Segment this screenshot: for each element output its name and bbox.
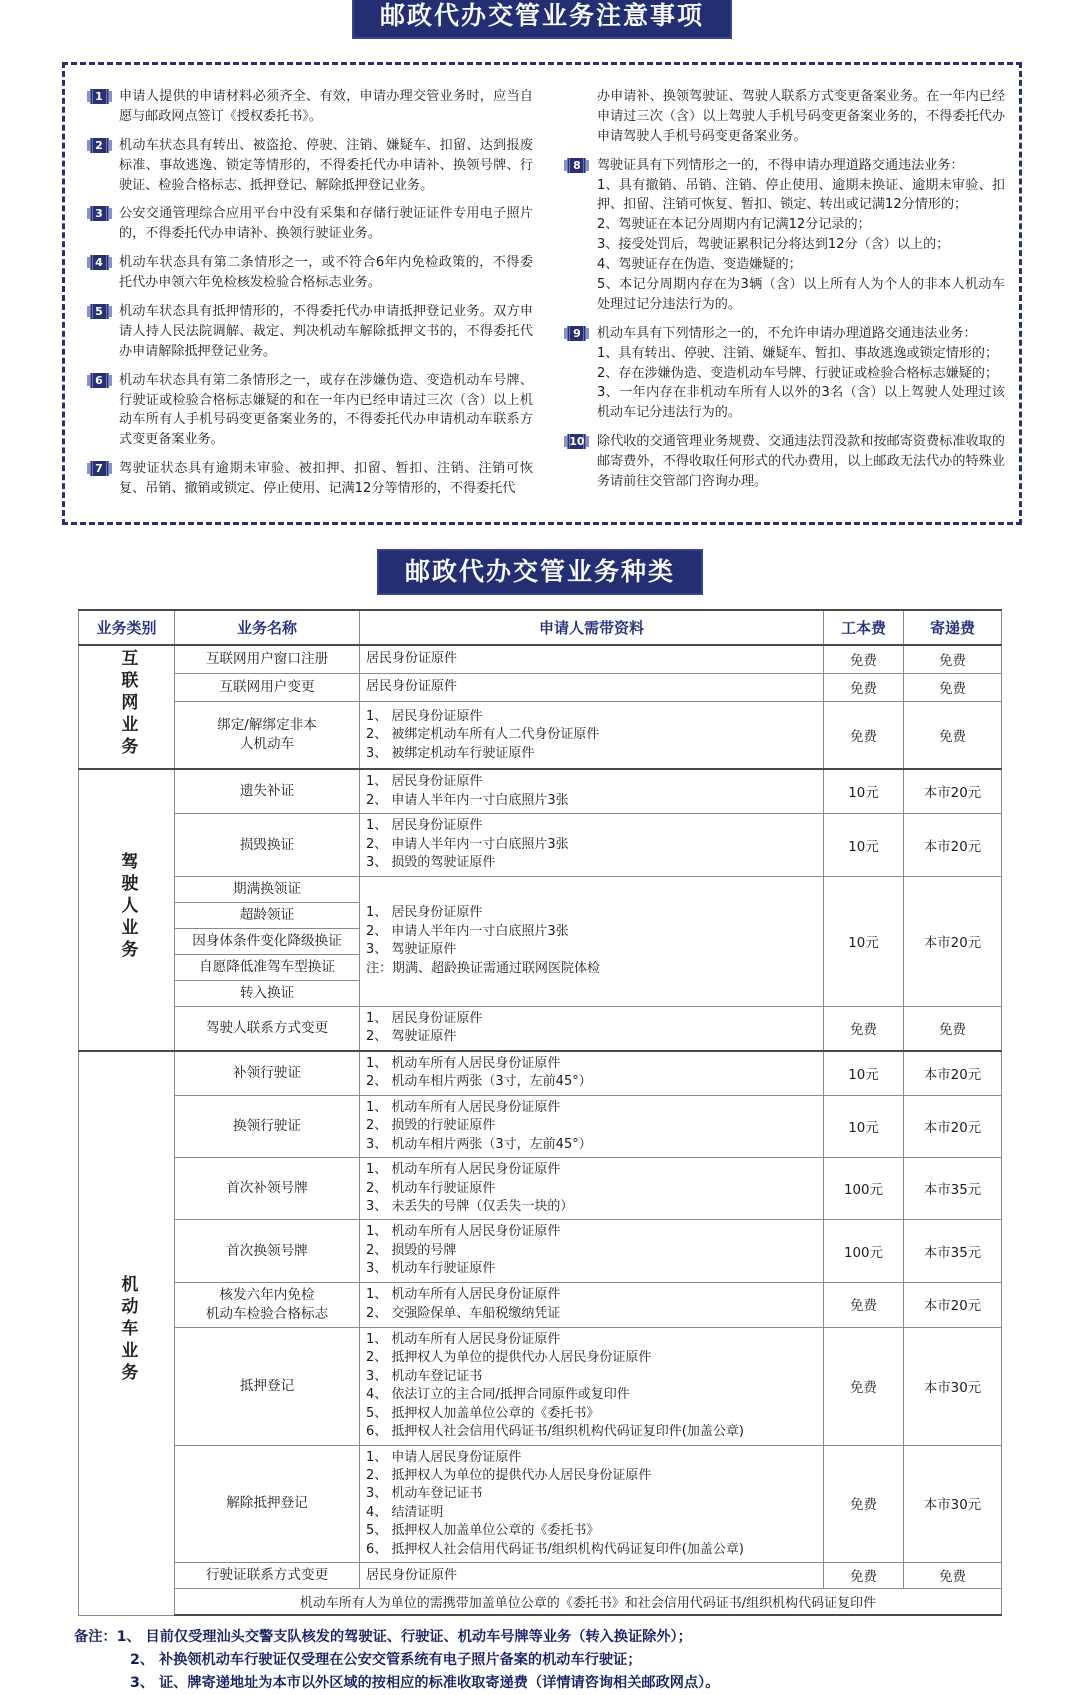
cell-delivery-fee: 本市20元: [904, 876, 1002, 1006]
document-line: 2、 损毁的行驶证原件: [366, 1118, 496, 1134]
table-row: [79, 1006, 1002, 1050]
document-line: 2、 申请人半年内一寸白底照片3张: [366, 836, 569, 852]
document-line: 3、 机动车登记证书: [366, 1486, 483, 1502]
cell-delivery-fee: 本市35元: [904, 1158, 1002, 1220]
table-row: [79, 1095, 1002, 1157]
document-line: 1、 机动车所有人居民身份证原件: [366, 1055, 561, 1071]
notice-item-text: [597, 432, 1005, 492]
cell-required-documents: [360, 1563, 824, 1589]
document-line: 2、 抵押权人为单位的提供代办人居民身份证原件: [366, 1468, 652, 1484]
notice-item-text: 公安交通管理综合应用平台中没有采集和存储行驶证证件专用电子照片的，不得委托代办申请补、换领行驶证业务。: [119, 206, 533, 242]
notice-subitem: 5、本记分周期内存在为3辆（含）以上所有人为个人的非本人机动车处理过记分违法行为的。: [596, 277, 1005, 312]
table-header-cell-1: 业务名称: [175, 610, 360, 645]
notice-number-badge-wrap: [557, 156, 597, 173]
notice-item: [79, 136, 533, 196]
notice-number-badge: 6: [90, 373, 109, 388]
table-row: [79, 674, 1002, 702]
cell-delivery-fee: 免费: [904, 1563, 1002, 1589]
notice-number-badge-wrap: [79, 87, 119, 104]
notice-number-badge-wrap: [79, 459, 119, 476]
notice-column-left: [79, 87, 533, 508]
table-header-cell-0: 业务类别: [79, 610, 175, 645]
notice-number-badge: 2: [90, 138, 109, 153]
cell-required-documents: [360, 1051, 824, 1095]
business-types-table: [78, 609, 1002, 1616]
cell-required-documents: [360, 645, 824, 674]
cell-required-documents: [360, 814, 824, 876]
notice-number-badge-wrap: [79, 302, 119, 319]
cell-business-name: 互联网用户窗口注册: [175, 645, 360, 674]
notice-item-text: 驾驶证状态具有逾期未审验、被扣押、扣留、暂扣、注销、注销可恢复、吊销、撤销或锁定、停止使用、记满12分等情形的，不得委托代: [119, 461, 533, 497]
cell-required-documents: [360, 1220, 824, 1282]
notice-item: [79, 253, 533, 293]
cell-business-name: 遗失补证: [175, 769, 360, 813]
document-line: 2、 机动车行驶证原件: [366, 1180, 496, 1196]
cell-business-name: 损毁换证: [175, 814, 360, 876]
notice-subitem: 2、驾驶证在本记分周期内有记满12分记录的；: [596, 217, 871, 233]
document-line: 2、 交强险保单、车船税缴纳凭证: [366, 1305, 561, 1321]
table-row: [79, 1327, 1002, 1445]
table-header-cell-2: 申请人需带资料: [360, 610, 824, 645]
document-line: 居民身份证原件: [366, 679, 458, 695]
cell-required-documents: [360, 1158, 824, 1220]
cell-business-name: 互联网用户变更: [175, 674, 360, 702]
document-line: 1、 居民身份证原件: [366, 1010, 483, 1026]
document-line: 1、 机动车所有人居民身份证原件: [366, 1287, 561, 1303]
document-line: 5、 抵押权人加盖单位公章的《委托书》: [366, 1405, 600, 1421]
cell-required-documents: [360, 876, 824, 1006]
cell-delivery-fee: 免费: [904, 1006, 1002, 1050]
cell-business-name: 转入换证: [175, 980, 360, 1006]
document-line: 4、 结清证明: [366, 1504, 444, 1520]
notice-item: [557, 324, 1005, 423]
notice-title: 邮政代办交管业务注意事项: [352, 0, 732, 39]
cell-business-category: [79, 645, 175, 769]
document-line: 1、 机动车所有人居民身份证原件: [366, 1162, 561, 1178]
cell-production-fee: 10元: [824, 876, 904, 1006]
cell-production-fee: 10元: [824, 1095, 904, 1157]
cell-business-name: 超龄领证: [175, 902, 360, 928]
cell-business-name: 补领行驶证: [175, 1051, 360, 1095]
notice-item: [557, 432, 1005, 492]
document-line: 2、 申请人半年内一寸白底照片3张: [366, 923, 569, 939]
notice-subitem: 1、具有转出、停驶、注销、嫌疑车、暂扣、事故逃逸或锁定情形的；: [596, 345, 999, 361]
footer-note-line: 3、 证、牌寄递地址为本市以外区域的按相应的标准收取寄递费（详情请咨询相关邮政网点）。: [130, 1675, 720, 1692]
cell-delivery-fee: 免费: [904, 645, 1002, 674]
document-line: 3、 被绑定机动车行驶证原件: [366, 745, 535, 761]
cell-delivery-fee: 本市20元: [904, 814, 1002, 876]
table-row: [79, 645, 1002, 674]
document-line: 1、 居民身份证原件: [366, 818, 483, 834]
notice-number-badge-wrap: [79, 136, 119, 153]
notice-subitem: 1、具有撤销、吊销、注销、停止使用、逾期未换证、逾期未审验、扣押、扣留、注销可恢复、暂扣、锁定、转出或记满12分情形的；: [596, 177, 1005, 213]
cell-business-name: 驾驶人联系方式变更: [175, 1006, 360, 1050]
cell-delivery-fee: 本市20元: [904, 1095, 1002, 1157]
notice-number-badge-wrap: [79, 253, 119, 270]
category-label: 机动车业务: [117, 1275, 138, 1386]
document-line: 1、 机动车所有人居民身份证原件: [366, 1099, 561, 1115]
document-line: 1、 申请人居民身份证原件: [366, 1449, 522, 1465]
notice-item: [79, 87, 533, 127]
table-row: [79, 1158, 1002, 1220]
cell-business-category: [79, 769, 175, 1050]
cell-section-note: 机动车所有人为单位的需携带加盖单位公章的《委托书》和社会信用代码证书/组织机构代码证复印件: [175, 1589, 1002, 1616]
notice-subitem: 4、驾驶证存在伪造、变造嫌疑的；: [596, 257, 802, 273]
document-line: 6、 抵押权人社会信用代码证书/组织机构代码证复印件(加盖公章): [366, 1541, 744, 1557]
cell-production-fee: 10元: [824, 769, 904, 813]
table-header-cell-4: 寄递费: [904, 610, 1002, 645]
table-row: [79, 1220, 1002, 1282]
table-row: [79, 1282, 1002, 1327]
footer-note-line: 备注：1、 目前仅受理汕头交警支队核发的驾驶证、行驶证、机动车号牌等业务（转入换证除外）；: [74, 1629, 692, 1646]
notice-section: [62, 0, 1022, 525]
footer-notes: [74, 1626, 1006, 1695]
notice-item: [79, 371, 533, 451]
cell-business-name: 期满换领证: [175, 876, 360, 902]
notice-item-heading: 机动车具有下列情形之一的，不允许申请办理道路交通违法业务：: [596, 325, 977, 341]
cell-production-fee: 免费: [824, 645, 904, 674]
cell-required-documents: [360, 1282, 824, 1327]
table-header-row: [79, 610, 1002, 645]
cell-delivery-fee: 本市30元: [904, 1327, 1002, 1445]
document-line: 2、 申请人半年内一寸白底照片3张: [366, 792, 569, 808]
cell-production-fee: 免费: [824, 1445, 904, 1563]
table-body: [79, 645, 1002, 1615]
document-line: 3、 机动车行驶证原件: [366, 1261, 496, 1277]
document-line: 4、 依法订立的主合同/抵押合同原件或复印件: [366, 1387, 630, 1403]
cell-required-documents: [360, 1006, 824, 1050]
cell-production-fee: 免费: [824, 1563, 904, 1589]
cell-business-name: 换领行驶证: [175, 1095, 360, 1157]
table-row: [79, 769, 1002, 813]
notice-item-text: [597, 324, 1005, 423]
notice-subitem: 3、接受处罚后，驾驶证累积记分将达到12分（含）以上的；: [596, 237, 950, 253]
document-line: 居民身份证原件: [366, 651, 458, 667]
document-line: 注：期满、超龄换证需通过联网医院体检: [366, 960, 601, 976]
document-line: 2、 机动车相片两张（3寸，左前45°）: [366, 1074, 592, 1090]
cell-delivery-fee: 免费: [904, 702, 1002, 770]
notice-number-badge: 9: [567, 326, 586, 341]
document-line: 2、 损毁的号牌: [366, 1242, 457, 1258]
table-row-full-note: [79, 1589, 1002, 1616]
document-line: 5、 抵押权人加盖单位公章的《委托书》: [366, 1523, 600, 1539]
cell-business-name: 行驶证联系方式变更: [175, 1563, 360, 1589]
notice-item: [79, 302, 533, 362]
cell-required-documents: [360, 674, 824, 702]
cell-production-fee: 100元: [824, 1220, 904, 1282]
cell-production-fee: 免费: [824, 1006, 904, 1050]
cell-production-fee: 免费: [824, 702, 904, 770]
notice-columns: [79, 87, 1005, 508]
cell-business-category: [79, 1051, 175, 1616]
cell-required-documents: [360, 1445, 824, 1563]
notice-item-text: 申请人提供的申请材料必须齐全、有效，申请办理交管业务时，应当自愿与邮政网点签订《授权委托书》。: [119, 89, 533, 124]
document-line: 2、 被绑定机动车所有人二代身份证原件: [366, 727, 600, 743]
business-table-section: [78, 525, 1002, 1616]
cell-business-name: 自愿降低准驾车型换证: [175, 954, 360, 980]
document-line: 1、 机动车所有人居民身份证原件: [366, 1224, 561, 1240]
table-head: [79, 610, 1002, 645]
document-line: 1、 居民身份证原件: [366, 708, 483, 724]
cell-delivery-fee: 本市20元: [904, 1282, 1002, 1327]
document-line: 6、 抵押权人社会信用代码证书/组织机构代码证复印件(加盖公章): [366, 1424, 744, 1440]
notice-number-badge: 1: [90, 89, 109, 104]
notice-item-heading: 驾驶证具有下列情形之一的，不得申请办理道路交通违法业务：: [596, 157, 964, 173]
notice-number-badge: 10: [569, 435, 585, 449]
footer-note-line: 2、 补换领机动车行驶证仅受理在公安交管系统有电子照片备案的机动车行驶证；: [130, 1652, 642, 1669]
table-row: [79, 1051, 1002, 1095]
document-line: 1、 机动车所有人居民身份证原件: [366, 1331, 561, 1347]
notice-number-badge-wrap: [79, 204, 119, 221]
notice-column-right: [551, 87, 1005, 508]
notice-number-badge: 8: [567, 158, 586, 173]
document-line: 1、 居民身份证原件: [366, 774, 483, 790]
notice-number-badge: 5: [90, 304, 109, 319]
notice-item: [79, 459, 533, 499]
table-row: [79, 702, 1002, 770]
category-label: 驾驶人业务: [117, 851, 138, 962]
document-line: 3、 未丢失的号牌（仅丢失一块的）: [366, 1198, 574, 1214]
category-label: 互联网业务: [117, 649, 138, 760]
notice-item-text: [597, 156, 1005, 315]
document-line: 3、 损毁的驾驶证原件: [366, 855, 496, 871]
notice-number-badge-wrap: [557, 324, 597, 341]
notice-item-text: 机动车状态具有抵押情形的，不得委托代办申请抵押登记业务。双方申请人持人民法院调解、裁定、判决机动车解除抵押文书的，不得委托代办申请解除抵押登记业务。: [119, 304, 533, 359]
notice-item-text: 机动车状态具有第二条情形之一，或存在涉嫌伪造、变造机动车号牌、行驶证或检验合格标志嫌疑的和在一年内已经申请过三次（含）以上机动车所有人手机号码变更备案业务的，不得委托代办申请机动车联系方式变更备案业务。: [119, 372, 533, 448]
table-row: [79, 814, 1002, 876]
document-line: 2、 驾驶证原件: [366, 1029, 457, 1045]
table-title: 邮政代办交管业务种类: [377, 549, 703, 595]
notice-item-heading: 除代收的交通管理业务规费、交通违法罚没款和按邮寄资费标准收取的邮寄费外，不得收取任何形式的代办费用，以上邮政无法代办的特殊业务请前往交管部门咨询办理。: [596, 434, 1005, 490]
cell-delivery-fee: 本市20元: [904, 769, 1002, 813]
cell-business-name: 绑定/解绑定非本 人机动车: [175, 702, 360, 770]
notice-number-badge: 3: [90, 206, 109, 221]
cell-business-name: 首次换领号牌: [175, 1220, 360, 1282]
notice-subitem: 2、存在涉嫌伪造、变造机动车号牌、行驶证或检验合格标志嫌疑的；: [596, 365, 999, 381]
cell-business-name: 因身体条件变化降级换证: [175, 928, 360, 954]
notice-item: [79, 204, 533, 244]
cell-production-fee: 免费: [824, 1327, 904, 1445]
table-header-cell-3: 工本费: [824, 610, 904, 645]
notice-number-badge-wrap: [79, 371, 119, 388]
table-row: [79, 876, 1002, 902]
cell-delivery-fee: 本市20元: [904, 1051, 1002, 1095]
document-line: 3、 机动车登记证书: [366, 1368, 483, 1384]
document-line: 1、 居民身份证原件: [366, 905, 483, 921]
cell-required-documents: [360, 702, 824, 770]
notice-item-text: 机动车状态具有第二条情形之一，或不符合6年内免检政策的，不得委托代办申领六年免检核发检验合格标志业务。: [119, 255, 533, 291]
table-row: [79, 1445, 1002, 1563]
notice-item-text: 机动车状态具有转出、被盗抢、停驶、注销、嫌疑车、扣留、达到报废标准、事故逃逸、锁定等情形的，不得委托代办申请补、换领号牌、行驶证、检验合格标志、抵押登记、解除抵押登记业务。: [119, 137, 533, 193]
document-line: 3、 驾驶证原件: [366, 942, 457, 958]
cell-required-documents: [360, 1327, 824, 1445]
cell-production-fee: 100元: [824, 1158, 904, 1220]
cell-production-fee: 10元: [824, 1051, 904, 1095]
cell-business-name: 首次补领号牌: [175, 1158, 360, 1220]
notice-item: [557, 156, 1005, 315]
cell-business-name: 核发六年内免检 机动车检验合格标志: [175, 1282, 360, 1327]
cell-required-documents: [360, 1095, 824, 1157]
cell-production-fee: 10元: [824, 814, 904, 876]
notice-dashed-box: [62, 1, 1022, 525]
document-line: 3、 机动车相片两张（3寸，左前45°）: [366, 1136, 592, 1152]
cell-required-documents: [360, 769, 824, 813]
table-row: [79, 1563, 1002, 1589]
notice-item-continuation: 办申请补、换领驾驶证、驾驶人联系方式变更备案业务。在一年内已经申请过三次（含）以上驾驶人手机号码变更备案业务的，不得委托代办申请驾驶人手机号码变更备案业务。: [596, 89, 1005, 144]
cell-production-fee: 免费: [824, 1282, 904, 1327]
cell-production-fee: 免费: [824, 674, 904, 702]
cell-delivery-fee: 本市35元: [904, 1220, 1002, 1282]
document-line: 2、 抵押权人为单位的提供代办人居民身份证原件: [366, 1350, 652, 1366]
cell-delivery-fee: 免费: [904, 674, 1002, 702]
document-line: 居民身份证原件: [366, 1567, 458, 1583]
notice-subitem: 3、一年内存在非机动车所有人以外的3名（含）以上驾驶人处理过该机动车记分违法行为的。: [596, 385, 1005, 421]
notice-number-badge-wrap: [557, 432, 597, 449]
notice-number-badge: 7: [90, 461, 109, 476]
table-title-row: [78, 549, 1002, 595]
cell-business-name: 抵押登记: [175, 1327, 360, 1445]
cell-business-name: 解除抵押登记: [175, 1445, 360, 1563]
cell-delivery-fee: 本市30元: [904, 1445, 1002, 1563]
notice-number-badge: 4: [90, 255, 109, 270]
